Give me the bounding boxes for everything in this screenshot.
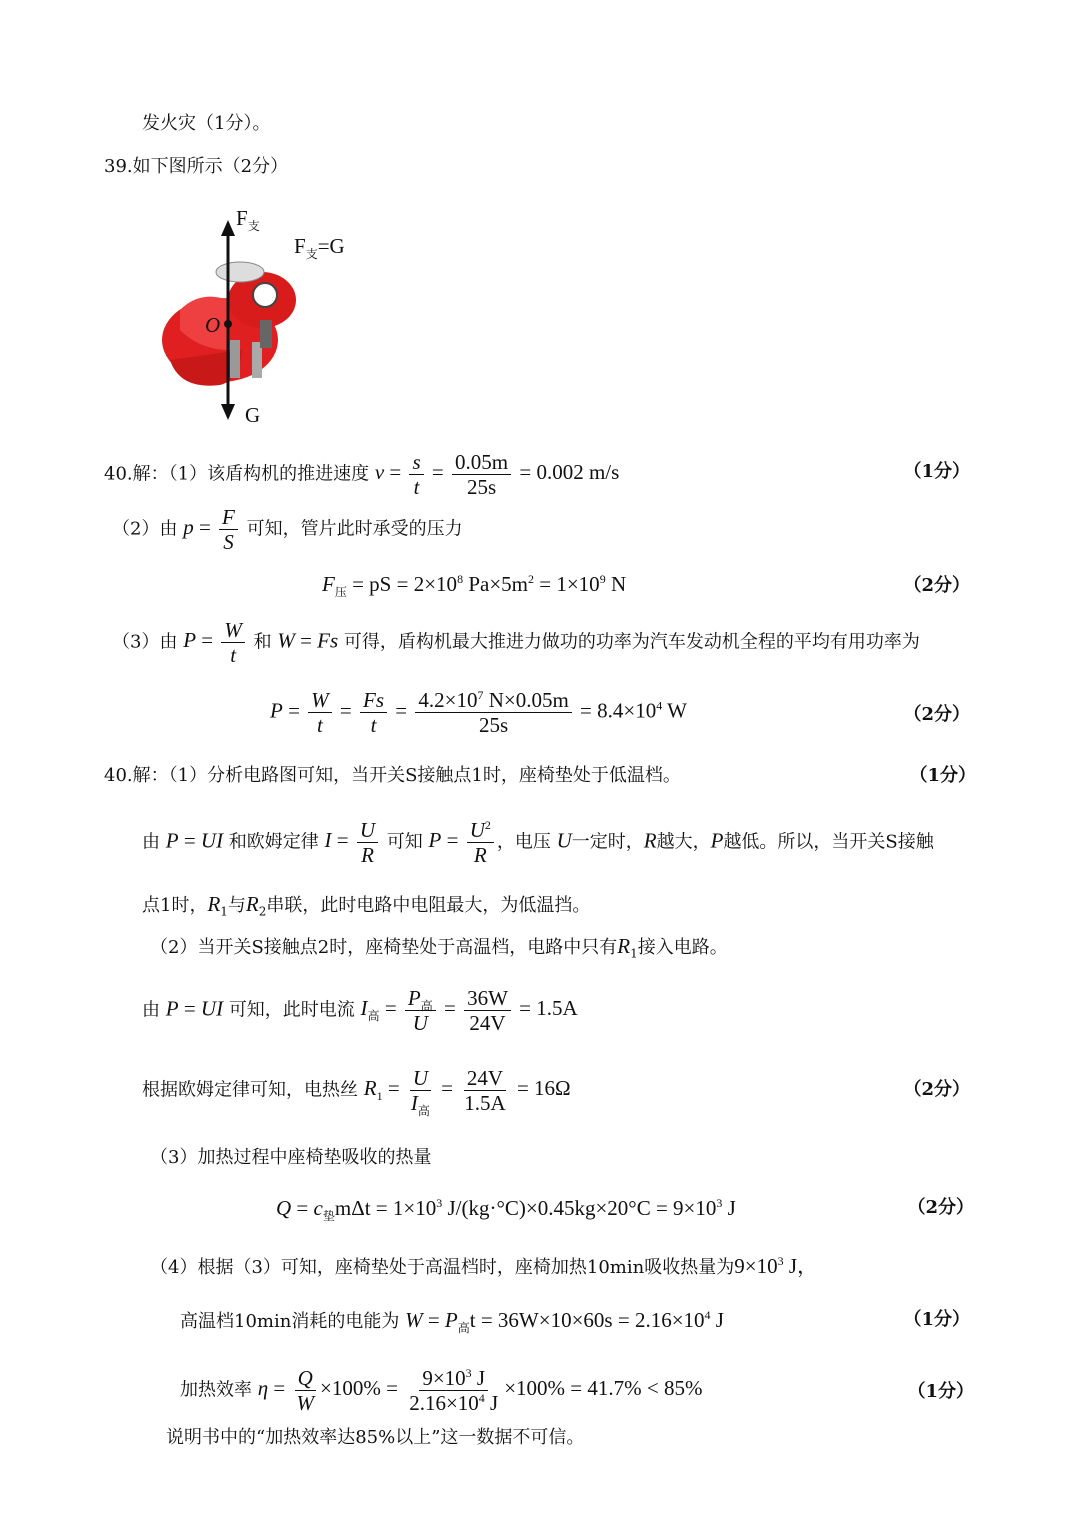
q40b-line5: （4）根据（3）可知，座椅垫处于高温档时，座椅加热10min吸收热量为$9\times 10^3$ J， <box>150 1254 819 1278</box>
force-up-label: $F_支$ <box>236 206 260 234</box>
q40a-points-3: （2分） <box>903 704 970 725</box>
q40b-line-heat: （3）加热过程中座椅垫吸收的热量 <box>150 1147 432 1168</box>
q40b-line3: 点1时，$R_1$与$R_2$串联，此时电路中电阻最大，为低温挡。 <box>142 892 591 919</box>
q40b-heat-eq: $Q = c_垫m\Delta t = 1\times 10^3$ $J/(kg\cdot^\circ C)\times 0.45kg\times 20^\circ C = 9\times 10^3$ J <box>276 1196 736 1224</box>
q39-title: 39.如下图所示（2分） <box>104 156 289 177</box>
q40a-line2: （2）由 p = $\frac{F}{S}$ 可知，管片此时承受的压力 <box>112 505 463 555</box>
line-fire: 发火灾（1分）。 <box>142 113 271 134</box>
q40b-line4: （2）当开关S接触点2时，座椅垫处于高温档，电路中只有$R_1$接入电路。 <box>150 934 728 961</box>
force-equation-label: $F_支=G$ <box>294 234 345 262</box>
q40b-line2: 由 P = UI 和欧姆定律 I = $\frac{U}{R}$ 可知 P = $\frac{U^2}{R}$ ，电压 U一定时，R越大，P越低。所以，当开关S接触 <box>142 818 934 868</box>
q40b-energy-eq: 高温档10min消耗的电能为 $W = P_高t = 36W\times 10\times 60s = 2.16\times 10^4$ J <box>180 1308 724 1336</box>
q40a-line3: （3）由 P = $\frac{W}{t}$ 和 W = Fs 可得，盾构机最大推进力做功的功率为汽车发动机全程的平均有用功率为 <box>112 618 920 668</box>
q40b-points-4: （1分） <box>903 1309 970 1330</box>
q40a-points-2: （2分） <box>903 575 970 596</box>
q40a-line1: 40.解：（1）该盾构机的推进速度 v = $\frac{s}{t}$ = $\frac{0.05m}{25s}$ = 0.002 m/s <box>104 450 620 500</box>
q40a-power-eq: P = $\frac{W}{t}$ = $\frac{Fs}{t}$ = $\frac{4.2\times 10^7 N\times 0.05m}{25s}$ = $8.4\times 10^4$ W <box>270 688 687 738</box>
q40b-points-1: （1分） <box>909 765 976 786</box>
force-diagram <box>150 200 370 430</box>
q40b-resistance-eq: 根据欧姆定律可知，电热丝 $R_1$ = $\frac{U}{I_高}$ = $\frac{24V}{1.5A}$ = 16Ω <box>142 1066 571 1119</box>
q40a-pressure-eq: $F_压$ = pS = $2\times 10^8$ $Pa\times 5m^2 = 1\times 10^9$ N <box>322 572 627 600</box>
q40b-line1: 40.解：（1）分析电路图可知，当开关S接触点1时，座椅垫处于低温档。 <box>104 765 681 786</box>
q40b-points-3: （2分） <box>907 1197 974 1218</box>
q40b-current-eq: 由 P = UI 可知，此时电流 $I_高$ = $\frac{P_高}{U}$ = $\frac{36W}{24V}$ = 1.5A <box>142 986 578 1036</box>
q40b-points-5: （1分） <box>907 1381 974 1402</box>
q40b-points-2: （2分） <box>903 1079 970 1100</box>
origin-label: O <box>205 313 221 337</box>
q40b-efficiency-eq: 加热效率 η = $\frac{Q}{W}$ ×100% = $\frac{9\times 10^3 J}{2.16\times 10^4 J}$ ×100% = 41.7% < 85% <box>180 1366 703 1416</box>
q40a-points-1: （1分） <box>903 461 970 482</box>
force-down-label: G <box>245 403 261 427</box>
q40b-conclusion: 说明书中的“加热效率达85%以上”这一数据不可信。 <box>166 1427 585 1448</box>
